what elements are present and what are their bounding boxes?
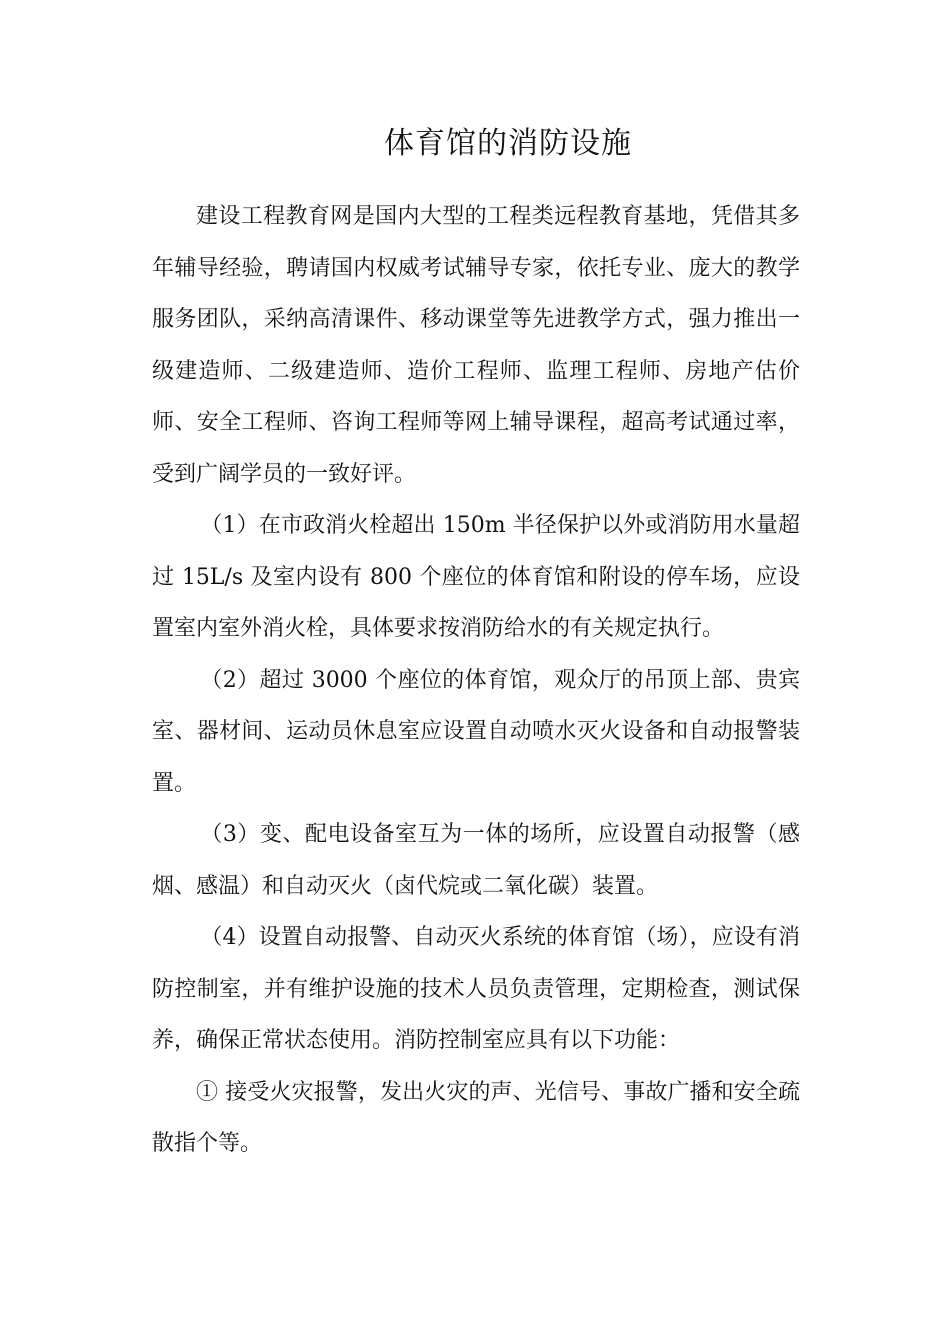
item-paragraph-3: （3）变、配电设备室互为一体的场所，应设置自动报警（感烟、感温）和自动灭火（卤代烷或二氧化碳）装置。 [152, 822, 800, 899]
page-title: 体育馆的消防设施 [384, 126, 632, 161]
item-paragraph-4: （4）设置自动报警、自动灭火系统的体育馆（场），应设有消防控制室，并有维护设施的技术人员负责管理，定期检查，测试保养，确保正常状态使用。消防控制室应具有以下功能： [152, 925, 800, 1053]
intro-paragraph: 建设工程教育网是国内大型的工程类远程教育基地，凭借其多年辅导经验，聘请国内权威考试辅导专家，依托专业、庞大的教学服务团队，采纳高清课件、移动课堂等先进教学方式，强力推出一级建造师、二级建造师、造价工程师、监理工程师、房地产估价师、安全工程师、咨询工程师等网上辅导课程，超高考试通过率，受到广阔学员的一致好评。 [152, 204, 800, 487]
function-item-1: ① 接受火灾报警，发出火灾的声、光信号、事故广播和安全疏散指个等。 [152, 1079, 800, 1156]
item-paragraph-2: （2）超过 3000 个座位的体育馆，观众厅的吊顶上部、贵宾室、器材间、运动员休息室应设置自动喷水灭火设备和自动报警装置。 [152, 667, 800, 796]
document-body [152, 191, 800, 1170]
item-paragraph-1: （1）在市政消火栓超出 150m 半径保护以外或消防用水量超过 15L/s 及室内设有 800 个座位的体育馆和附设的停车场，应设置室内室外消火栓，具体要求按消防给水的有关规定执行。 [152, 513, 800, 641]
